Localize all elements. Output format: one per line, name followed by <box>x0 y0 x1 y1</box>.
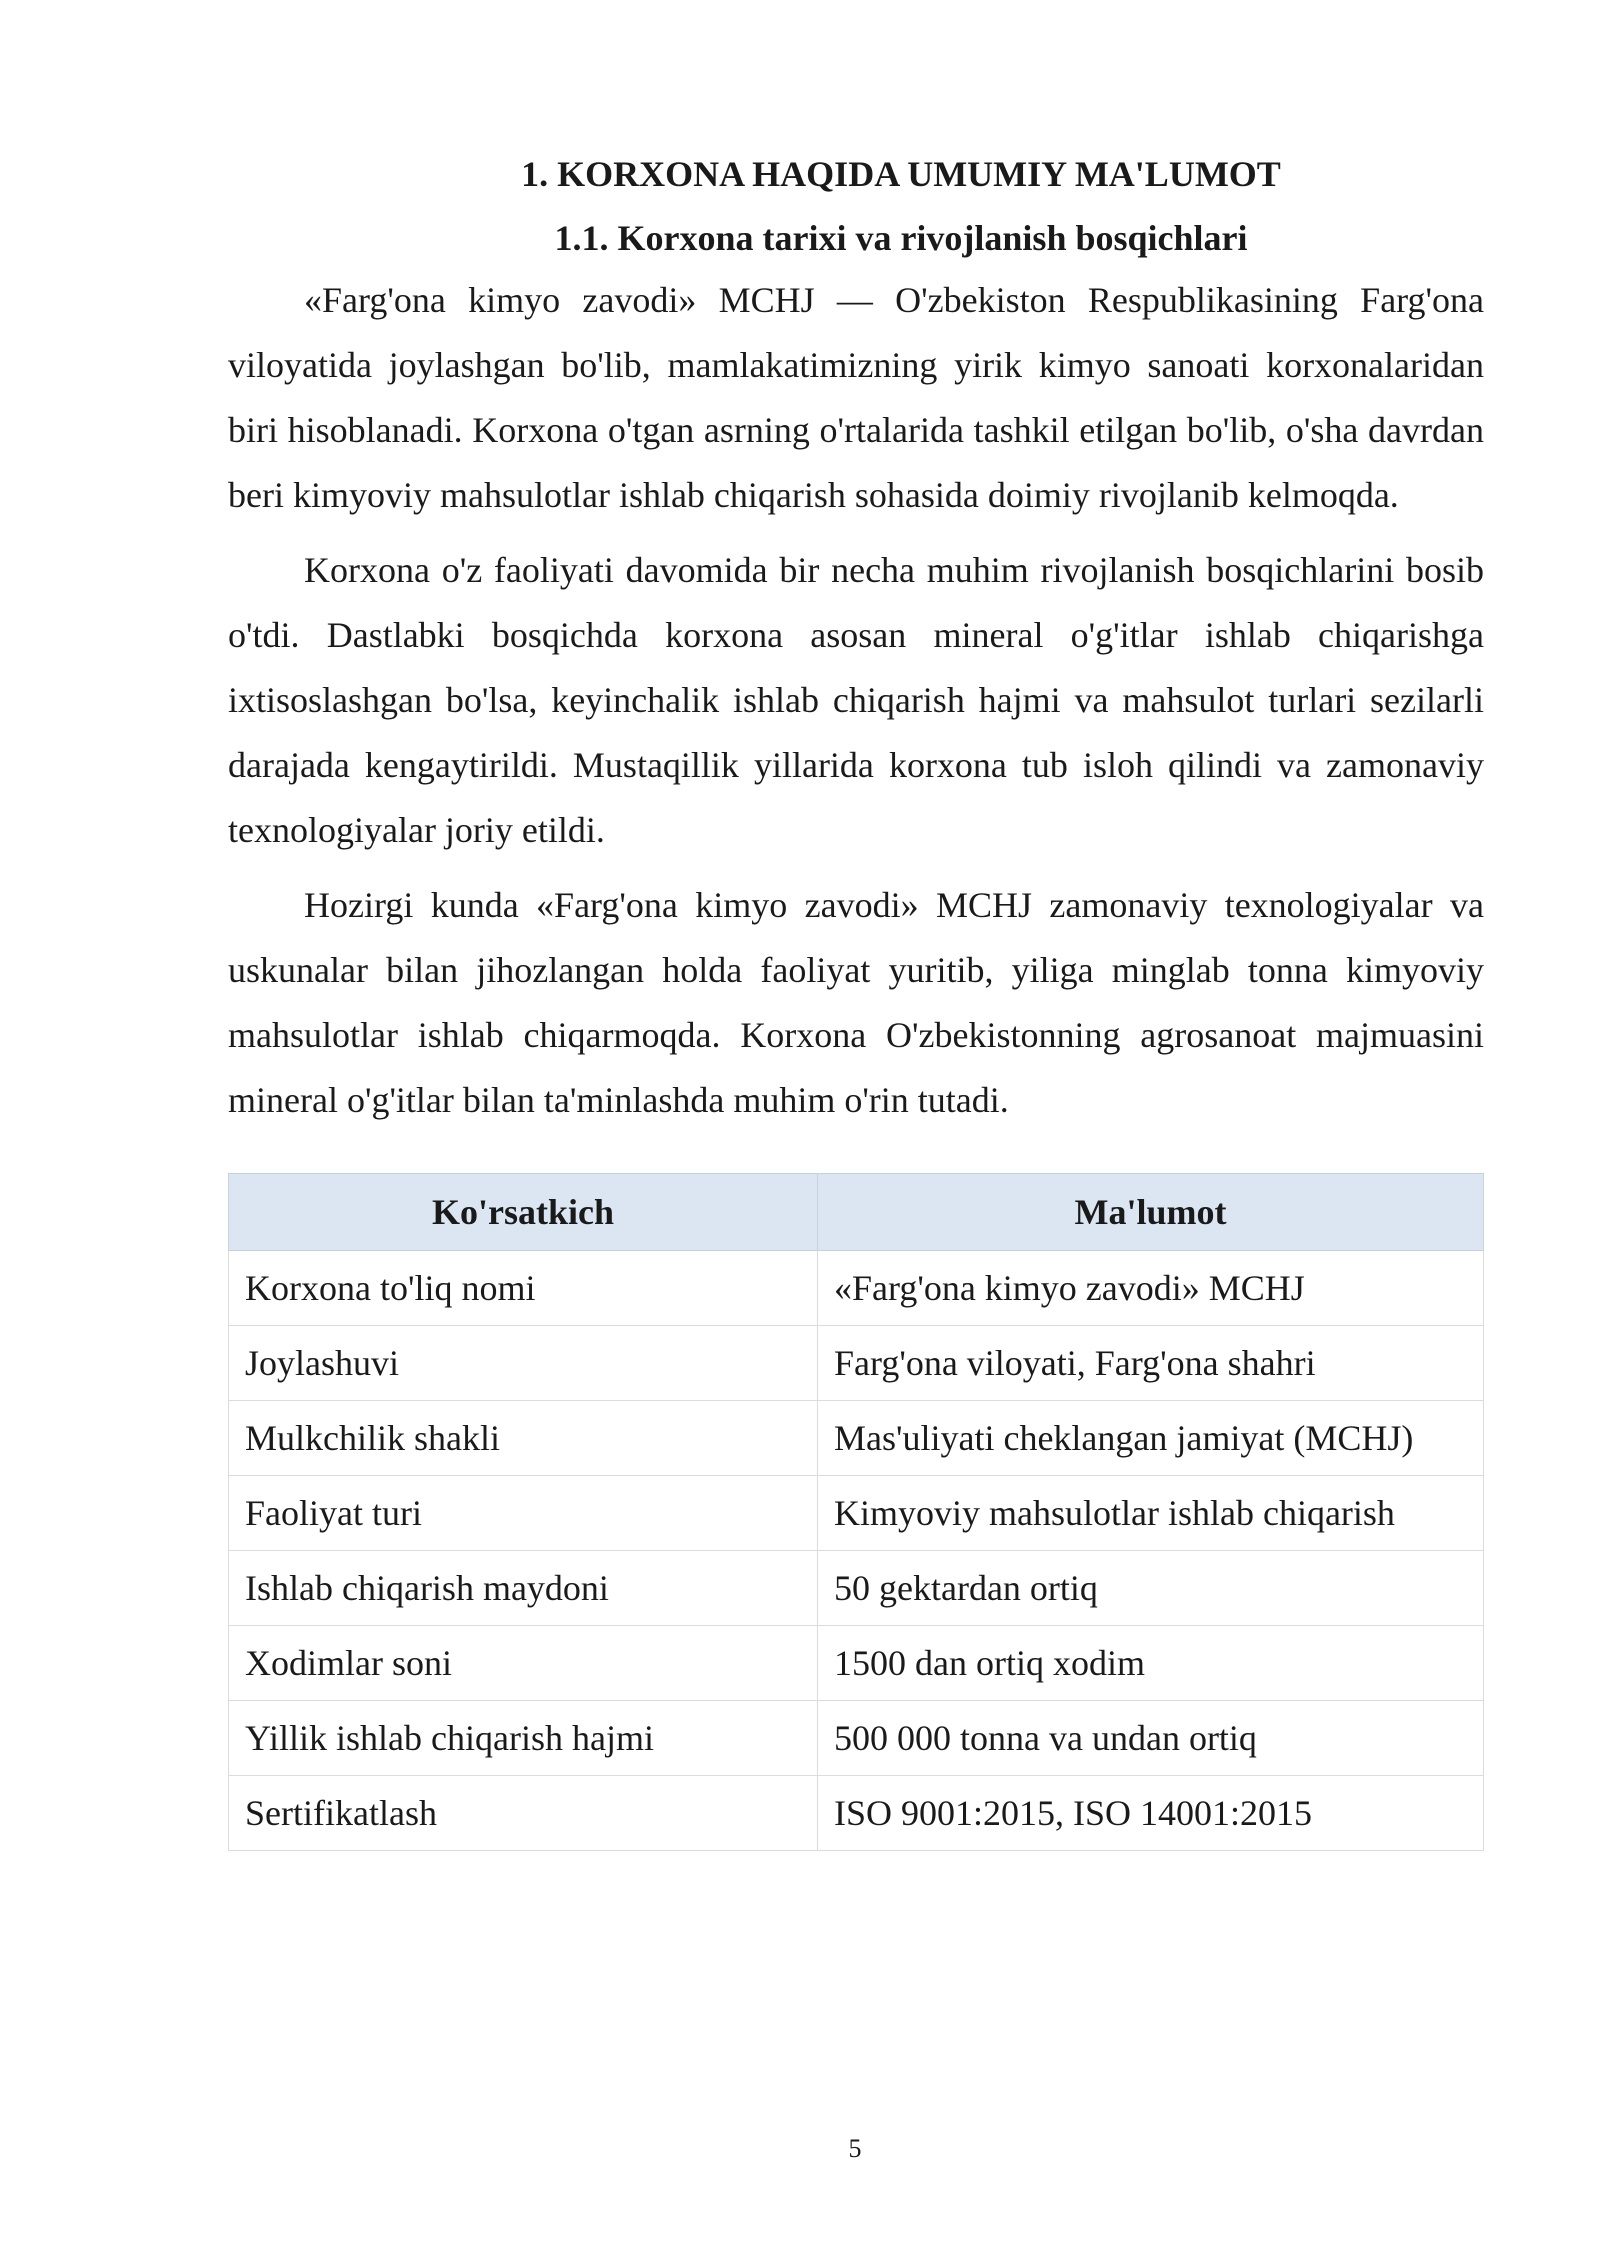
paragraph-3: Hozirgi kunda «Farg'ona kimyo zavodi» MCHJ zamonaviy texnologiyalar va uskunalar bilan jihozlangan holda faoliyat yuritib, yiliga minglab tonna kimyoviy mahsulotlar ishlab chiqarmoqda. Korxona O'zbekistonning agrosanoat majmuasini mineral o'g'itlar bilan ta'minlashda muhim o'rin tutadi. <box>228 885 1484 1120</box>
table-row <box>229 1701 1484 1776</box>
table-row <box>229 1326 1484 1401</box>
section-heading: 1. KORXONA HAQIDA UMUMIY MA'LUMOT <box>521 154 1281 194</box>
table-cell-indicator: Joylashuvi <box>229 1326 818 1401</box>
subsection-heading: 1.1. Korxona tarixi va rivojlanish bosqichlari <box>554 218 1248 258</box>
table-cell-info: Farg'ona viloyati, Farg'ona shahri <box>818 1326 1484 1401</box>
table-row <box>229 1251 1484 1326</box>
table-header-indicator: Ko'rsatkich <box>229 1174 818 1251</box>
table-cell-info: Kimyoviy mahsulotlar ishlab chiqarish <box>818 1476 1484 1551</box>
table-cell-info: Mas'uliyati cheklangan jamiyat (MCHJ) <box>818 1401 1484 1476</box>
table-header-info: Ma'lumot <box>818 1174 1484 1251</box>
table-cell-info: 50 gektardan ortiq <box>818 1551 1484 1626</box>
table-cell-info: 1500 dan ortiq xodim <box>818 1626 1484 1701</box>
table-row <box>229 1476 1484 1551</box>
table-row <box>229 1401 1484 1476</box>
table-cell-info: «Farg'ona kimyo zavodi» MCHJ <box>818 1251 1484 1326</box>
table-row <box>229 1776 1484 1851</box>
table-cell-indicator: Faoliyat turi <box>229 1476 818 1551</box>
table-cell-indicator: Ishlab chiqarish maydoni <box>229 1551 818 1626</box>
table-row <box>229 1626 1484 1701</box>
table-row <box>229 1551 1484 1626</box>
table-cell-indicator: Xodimlar soni <box>229 1626 818 1701</box>
table-cell-indicator: Korxona to'liq nomi <box>229 1251 818 1326</box>
table-cell-indicator: Mulkchilik shakli <box>229 1401 818 1476</box>
paragraph-2: Korxona o'z faoliyati davomida bir necha muhim rivojlanish bosqichlarini bosib o'tdi. Dastlabki bosqichda korxona asosan mineral o'g'itlar ishlab chiqarishga ixtisoslashgan bo'lsa, keyinchalik ishlab chiqarish hajmi va mahsulot turlari sezilarli darajada kengaytirildi. Mustaqillik yillarida korxona tub isloh qilindi va zamonaviy texnologiyalar joriy etildi. <box>228 550 1484 850</box>
table-cell-indicator: Yillik ishlab chiqarish hajmi <box>229 1701 818 1776</box>
table-cell-indicator: Sertifikatlash <box>229 1776 818 1851</box>
table-cell-info: ISO 9001:2015, ISO 14001:2015 <box>818 1776 1484 1851</box>
table-header-row <box>229 1174 1484 1251</box>
page-number: 5 <box>848 2134 862 2163</box>
paragraph-1: «Farg'ona kimyo zavodi» MCHJ — O'zbekiston Respublikasining Farg'ona viloyatida joylashgan bo'lib, mamlakatimizning yirik kimyo sanoati korxonalaridan biri hisoblanadi. Korxona o'tgan asrning o'rtalarida tashkil etilgan bo'lib, o'sha davrdan beri kimyoviy mahsulotlar ishlab chiqarish sohasida doimiy rivojlanib kelmoqda. <box>228 280 1484 515</box>
table-cell-info: 500 000 tonna va undan ortiq <box>818 1701 1484 1776</box>
page-content <box>228 148 1484 1851</box>
company-info-table <box>228 1173 1484 1851</box>
